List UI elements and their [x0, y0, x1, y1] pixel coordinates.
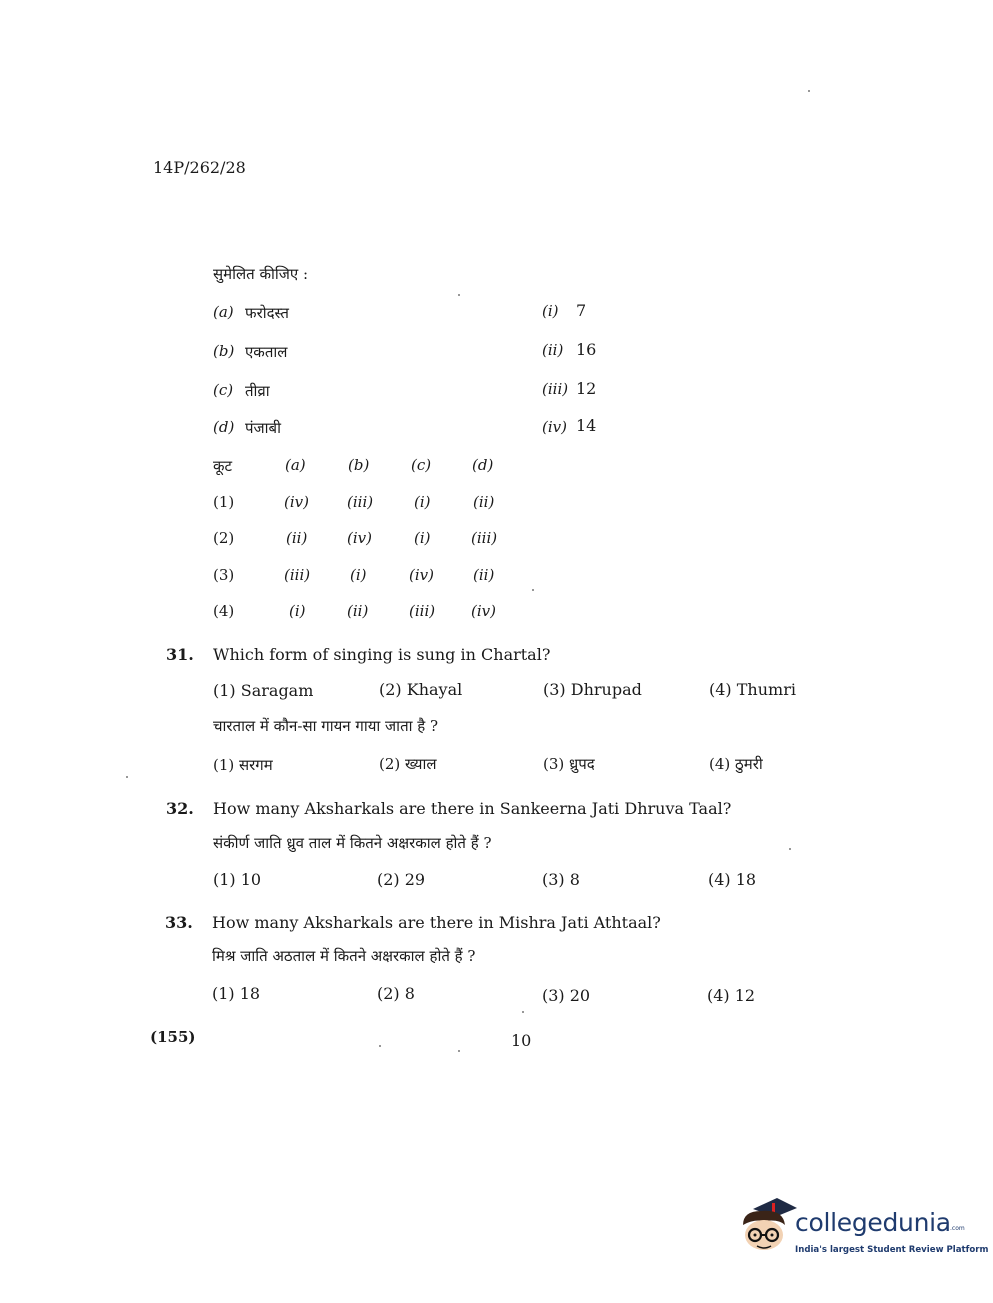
match-instruction: सुमेलित कीजिए :	[213, 265, 309, 283]
match-value: 16	[576, 340, 597, 359]
option: (4) Thumri	[709, 680, 796, 699]
match-key: (d)	[213, 418, 235, 436]
match-label: फरोदस्त	[245, 304, 289, 322]
code-col-d: (d)	[472, 456, 494, 474]
scan-speck	[126, 776, 128, 778]
match-num: (ii)	[542, 341, 564, 359]
code-cell: (ii)	[473, 493, 495, 511]
match-num: (iv)	[542, 418, 567, 436]
match-key: (c)	[213, 381, 234, 399]
option: (2) 29	[377, 870, 426, 889]
match-label: एकताल	[245, 343, 288, 361]
code-row-no: (2)	[213, 529, 235, 547]
option: (1) सरगम	[213, 756, 273, 774]
question-number: 32.	[166, 799, 194, 818]
code-cell: (iv)	[409, 566, 434, 584]
scan-speck	[532, 589, 534, 591]
logo-name: collegedunia	[795, 1208, 951, 1237]
scan-speck	[808, 90, 810, 92]
page-number: 10	[511, 1031, 532, 1050]
scan-speck	[522, 1011, 524, 1013]
code-col-c: (c)	[411, 456, 432, 474]
question-text-hi: संकीर्ण जाति ध्रुव ताल में कितने अक्षरकाल होते हैं ?	[213, 834, 492, 852]
code-cell: (iii)	[284, 566, 311, 584]
option: (1) 10	[213, 870, 262, 889]
code-cell: (iii)	[471, 529, 498, 547]
code-cell: (iii)	[409, 602, 436, 620]
code-col-b: (b)	[348, 456, 370, 474]
scan-speck	[458, 1050, 460, 1052]
code-cell: (ii)	[473, 566, 495, 584]
option: (3) ध्रुपद	[543, 755, 595, 773]
code-col-a: (a)	[285, 456, 306, 474]
code-label: कूट	[213, 457, 233, 475]
match-value: 7	[576, 301, 587, 320]
question-number: 33.	[165, 913, 193, 932]
match-label: तीव्रा	[245, 382, 270, 400]
match-label: पंजाबी	[245, 419, 281, 437]
code-cell: (i)	[414, 529, 431, 547]
question-number: 31.	[166, 645, 194, 664]
code-row-no: (3)	[213, 566, 235, 584]
footer-code: (155)	[150, 1028, 196, 1046]
option: (1) 18	[212, 984, 261, 1003]
page-code: 14P/262/28	[153, 158, 246, 177]
match-value: 12	[576, 379, 597, 398]
code-cell: (iv)	[284, 493, 309, 511]
match-key: (a)	[213, 303, 234, 321]
code-cell: (i)	[289, 602, 306, 620]
code-cell: (iii)	[347, 493, 374, 511]
option: (4) 12	[707, 986, 756, 1005]
logo-suffix: .com	[950, 1225, 965, 1232]
question-text-hi: चारताल में कौन-सा गायन गाया जाता है ?	[213, 717, 439, 735]
code-row-no: (4)	[213, 602, 235, 620]
code-cell: (i)	[414, 493, 431, 511]
code-cell: (ii)	[286, 529, 308, 547]
option: (3) 8	[542, 870, 580, 889]
match-key: (b)	[213, 342, 235, 360]
code-cell: (iv)	[471, 602, 496, 620]
code-cell: (i)	[350, 566, 367, 584]
logo-tagline: India's largest Student Review Platform	[795, 1245, 989, 1255]
match-value: 14	[576, 416, 597, 435]
option: (3) Dhrupad	[543, 680, 642, 699]
option: (3) 20	[542, 986, 591, 1005]
question-text-hi: मिश्र जाति अठताल में कितने अक्षरकाल होते हैं ?	[212, 947, 476, 965]
option: (2) Khayal	[379, 680, 463, 699]
option: (4) 18	[708, 870, 757, 889]
scan-speck	[458, 294, 460, 296]
option: (2) ख्याल	[379, 755, 437, 773]
option: (2) 8	[377, 984, 415, 1003]
question-text-en: How many Aksharkals are there in Sankeerna Jati Dhruva Taal?	[213, 799, 732, 818]
code-cell: (ii)	[347, 602, 369, 620]
match-num: (iii)	[542, 380, 569, 398]
option: (1) Saragam	[213, 681, 314, 700]
question-text-en: Which form of singing is sung in Chartal?	[213, 645, 551, 664]
code-cell: (iv)	[347, 529, 372, 547]
question-text-en: How many Aksharkals are there in Mishra Jati Athtaal?	[212, 913, 661, 932]
scan-speck	[789, 848, 791, 850]
scan-speck	[379, 1045, 381, 1047]
match-num: (i)	[542, 302, 559, 320]
code-row-no: (1)	[213, 493, 235, 511]
option: (4) ठुमरी	[709, 755, 763, 773]
